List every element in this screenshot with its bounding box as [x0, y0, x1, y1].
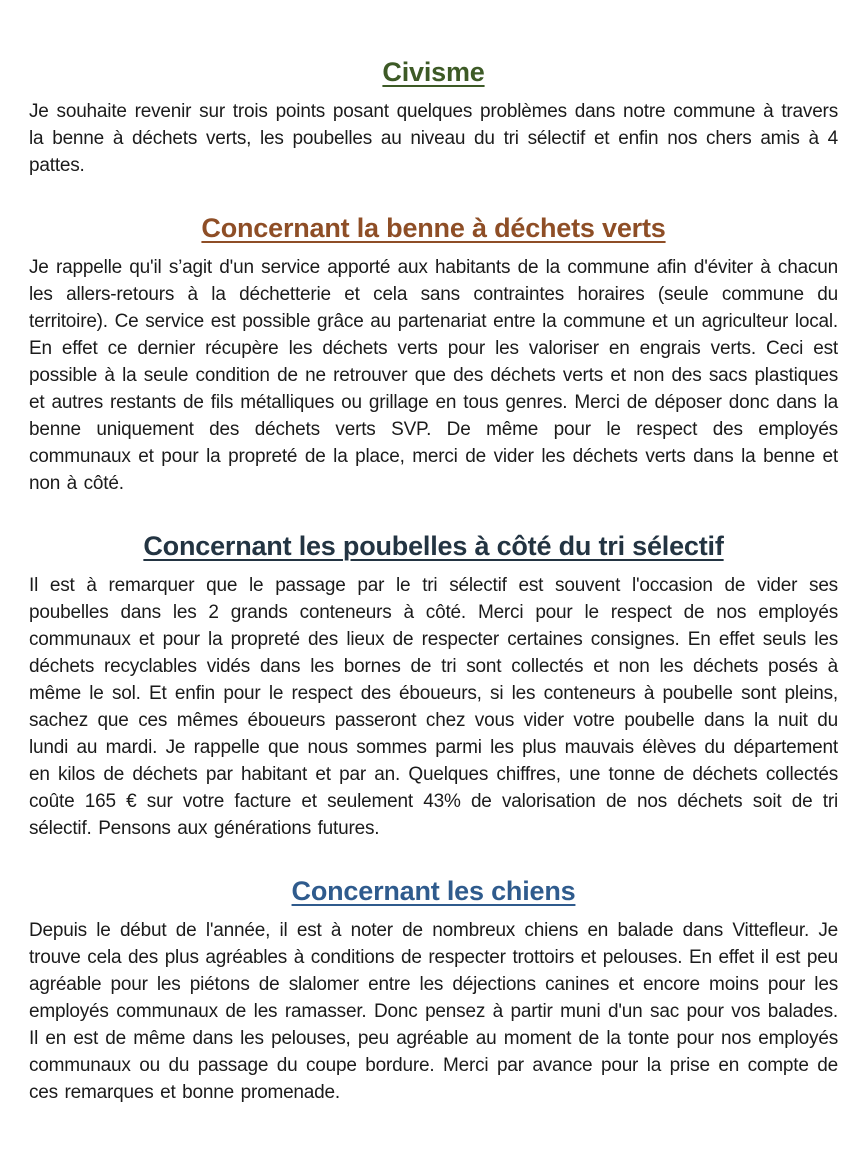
section-paragraph-chiens: Depuis le début de l'année, il est à noter de nombreux chiens en balade dans Vittefleur. Je trouve cela des plus agréables à conditions de respecter trottoirs et pelouses. En effet il est peu agréable pour les piétons de slalomer entre les déjections canines et encore moins pour les employés communaux de les ramasser. Donc pensez à partir muni d'un sac pour vos balades. Il en est de même dans les pelouses, peu agréable au moment de la tonte pour nos employés communaux ou du passage du coupe bordure. Merci par avance pour la prise en compte de ces remarques et bonne promenade. — [29, 920, 838, 1103]
section-civisme — [29, 57, 838, 179]
section-heading-chiens: Concernant les chiens — [291, 876, 576, 906]
section-paragraph-poubelles-tri-selectif: Il est à remarquer que le passage par le tri sélectif est souvent l'occasion de vider ses poubelles dans les 2 grands conteneurs à côté. Merci pour le respect de nos employés communaux et pour la propreté des lieux de respecter certaines consignes. En effet seuls les déchets recyclables vidés dans les bornes de tri sont collectés et non les déchets posés à même le sol. Et enfin pour le respect des éboueurs, si les conteneurs à poubelle sont pleins, sachez que ces mêmes éboueurs passeront chez vous vider votre poubelle dans la nuit du lundi au mardi. Je rappelle que nous sommes parmi les plus mauvais élèves du département en kilos de déchets par habitant et par an. Quelques chiffres, une tonne de déchets collectés coûte 165 € sur votre facture et seulement 43% de valorisation de nos déchets soit de tri sélectif. Pensons aux générations futures. — [29, 575, 838, 839]
section-benne-dechets-verts — [29, 213, 838, 497]
section-heading-benne-dechets-verts: Concernant la benne à déchets verts — [201, 213, 666, 243]
section-poubelles-tri-selectif — [29, 531, 838, 842]
section-heading-civisme: Civisme — [382, 57, 485, 87]
section-chiens — [29, 876, 838, 1106]
section-heading-poubelles-tri-selectif: Concernant les poubelles à côté du tri sélectif — [143, 531, 724, 561]
section-paragraph-civisme: Je souhaite revenir sur trois points posant quelques problèmes dans notre commune à travers la benne à déchets verts, les poubelles au niveau du tri sélectif et enfin nos chers amis à 4 pattes. — [29, 101, 838, 176]
section-paragraph-benne-dechets-verts: Je rappelle qu'il s’agit d'un service apporté aux habitants de la commune afin d'éviter à chacun les allers-retours à la déchetterie et cela sans contraintes horaires (seule commune du territoire). Ce service est possible grâce au partenariat entre la commune et un agriculteur local. En effet ce dernier récupère les déchets verts pour les valoriser en engrais verts. Ceci est possible à la seule condition de ne retrouver que des déchets verts et non des sacs plastiques et autres restants de fils métalliques ou grillage en tous genres. Merci de déposer donc dans la benne uniquement des déchets verts SVP. De même pour le respect des employés communaux et pour la propreté de la place, merci de vider les déchets verts dans la benne et non à côté. — [29, 257, 838, 494]
